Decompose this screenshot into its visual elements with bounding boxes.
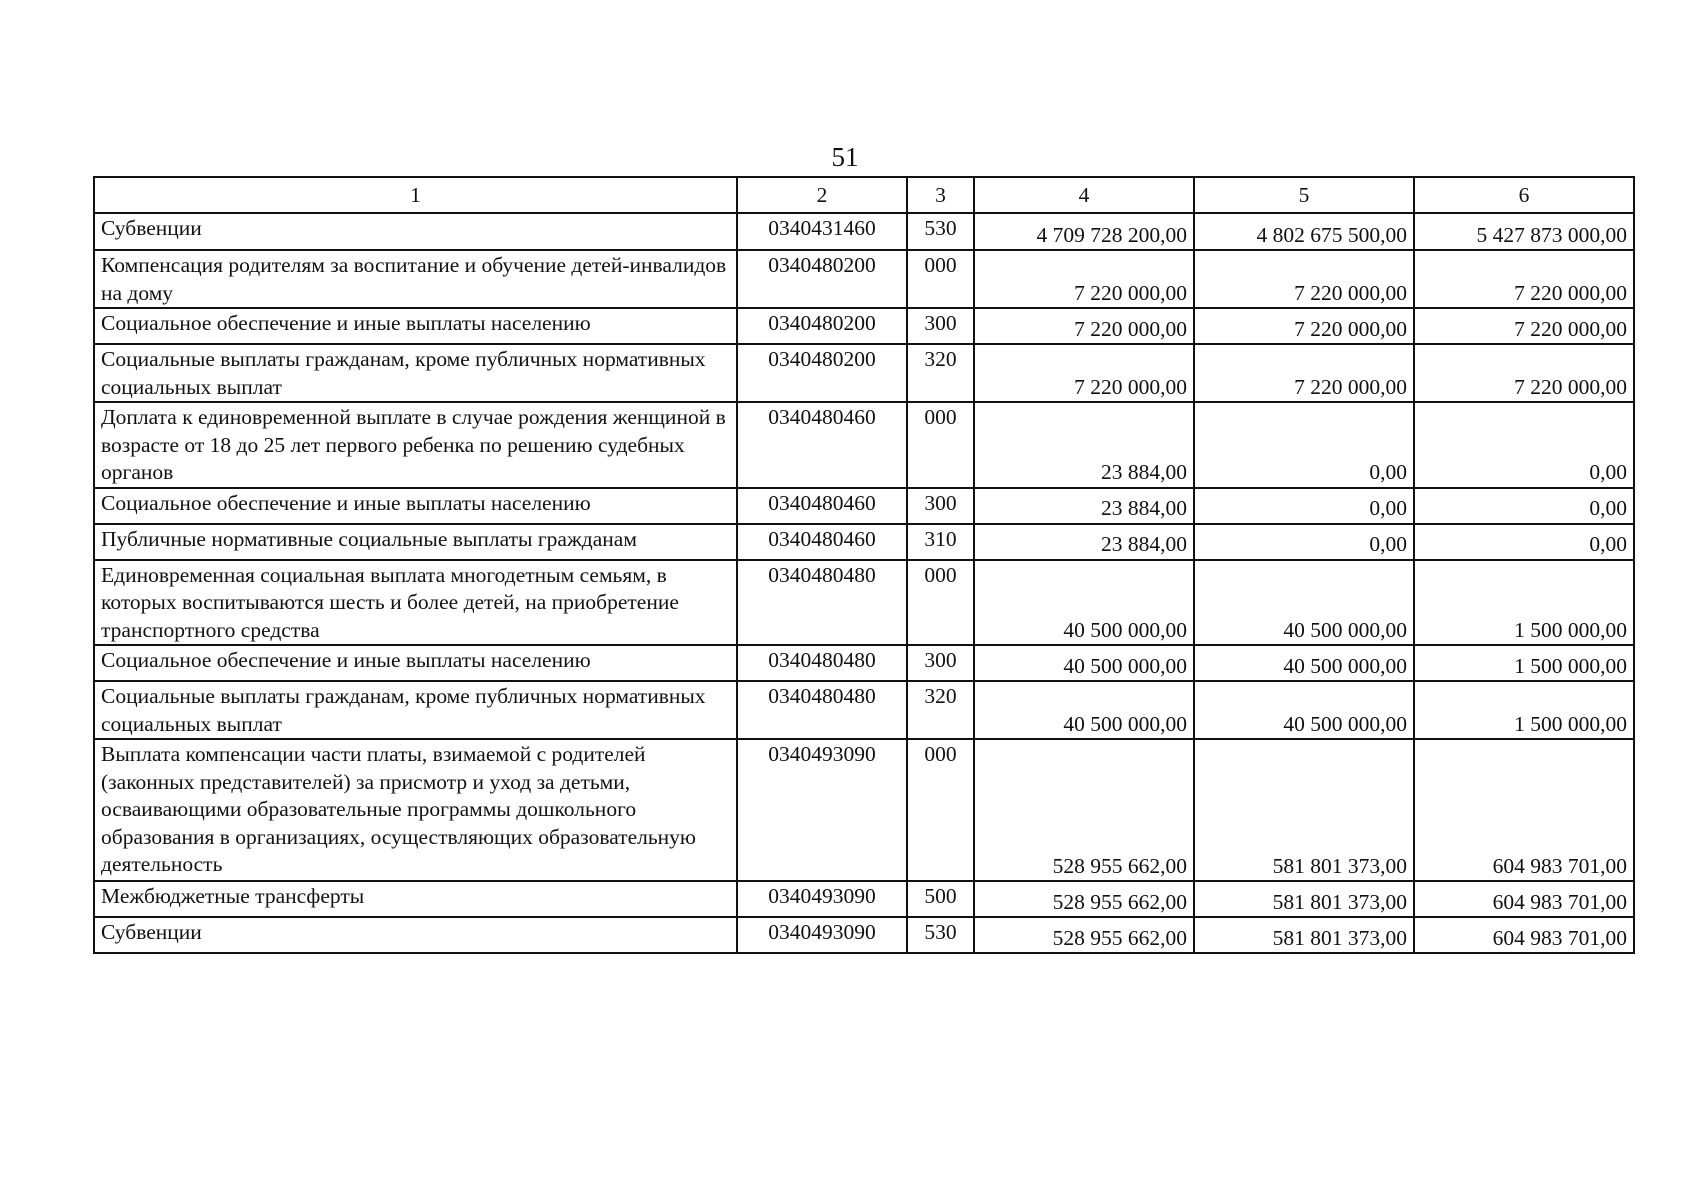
table-row: [94, 881, 1634, 917]
row-code: 0340480480: [737, 560, 907, 646]
table-row: [94, 402, 1634, 488]
row-value-col4: 528 955 662,00: [974, 739, 1194, 881]
row-type: 300: [907, 645, 974, 681]
column-header: 6: [1414, 177, 1634, 213]
row-type: 320: [907, 681, 974, 739]
column-header: 1: [94, 177, 737, 213]
table-row: [94, 917, 1634, 953]
row-type: 530: [907, 917, 974, 953]
row-value-col6: 1 500 000,00: [1414, 681, 1634, 739]
row-value-col5: 7 220 000,00: [1194, 344, 1414, 402]
table-row: [94, 308, 1634, 344]
row-value-col4: 23 884,00: [974, 488, 1194, 524]
row-value-col6: 0,00: [1414, 402, 1634, 488]
row-value-col4: 40 500 000,00: [974, 560, 1194, 646]
row-value-col4: 40 500 000,00: [974, 645, 1194, 681]
table-row: [94, 681, 1634, 739]
row-type: 300: [907, 308, 974, 344]
row-type: 000: [907, 560, 974, 646]
row-value-col5: 581 801 373,00: [1194, 739, 1414, 881]
row-type: 300: [907, 488, 974, 524]
row-value-col6: 604 983 701,00: [1414, 881, 1634, 917]
row-value-col6: 7 220 000,00: [1414, 344, 1634, 402]
row-value-col5: 40 500 000,00: [1194, 645, 1414, 681]
table-row: [94, 344, 1634, 402]
row-value-col4: 23 884,00: [974, 524, 1194, 560]
row-value-col4: 528 955 662,00: [974, 917, 1194, 953]
row-value-col5: 40 500 000,00: [1194, 560, 1414, 646]
row-type: 000: [907, 739, 974, 881]
row-value-col5: 7 220 000,00: [1194, 250, 1414, 308]
row-value-col6: 604 983 701,00: [1414, 917, 1634, 953]
row-value-col4: 40 500 000,00: [974, 681, 1194, 739]
budget-table: [93, 176, 1635, 954]
row-code: 0340480200: [737, 344, 907, 402]
row-code: 0340493090: [737, 739, 907, 881]
row-value-col6: 0,00: [1414, 488, 1634, 524]
row-name: Публичные нормативные социальные выплаты гражданам: [94, 524, 737, 560]
column-header: 3: [907, 177, 974, 213]
row-code: 0340480460: [737, 488, 907, 524]
row-code: 0340480460: [737, 524, 907, 560]
row-code: 0340493090: [737, 881, 907, 917]
row-value-col6: 7 220 000,00: [1414, 308, 1634, 344]
row-value-col5: 40 500 000,00: [1194, 681, 1414, 739]
column-header: 4: [974, 177, 1194, 213]
table-row: [94, 739, 1634, 881]
row-type: 500: [907, 881, 974, 917]
page-number: 51: [831, 142, 859, 172]
row-name: Социальные выплаты гражданам, кроме публичных нормативных социальных выплат: [94, 344, 737, 402]
row-value-col6: 7 220 000,00: [1414, 250, 1634, 308]
row-value-col5: 0,00: [1194, 402, 1414, 488]
column-header: 5: [1194, 177, 1414, 213]
row-value-col5: 581 801 373,00: [1194, 881, 1414, 917]
row-name: Субвенции: [94, 213, 737, 250]
row-code: 0340480480: [737, 681, 907, 739]
table-row: [94, 213, 1634, 250]
row-name: Доплата к единовременной выплате в случае рождения женщиной в возрасте от 18 до 25 лет первого ребенка по решению судебных органов: [94, 402, 737, 488]
row-name: Выплата компенсации части платы, взимаемой с родителей (законных представителей) за присмотр и уход за детьми, осваивающими образовательные программы дошкольного образования в организациях, осуществляющих образовательную деятельность: [94, 739, 737, 881]
row-value-col5: 4 802 675 500,00: [1194, 213, 1414, 250]
row-name: Межбюджетные трансферты: [94, 881, 737, 917]
row-value-col5: 7 220 000,00: [1194, 308, 1414, 344]
row-value-col5: 0,00: [1194, 524, 1414, 560]
table-row: [94, 560, 1634, 646]
table-header-row: [94, 177, 1634, 213]
column-header: 2: [737, 177, 907, 213]
row-type: 000: [907, 402, 974, 488]
table-row: [94, 524, 1634, 560]
row-name: Единовременная социальная выплата многодетным семьям, в которых воспитываются шесть и более детей, на приобретение транспортного средства: [94, 560, 737, 646]
row-code: 0340431460: [737, 213, 907, 250]
row-value-col4: 23 884,00: [974, 402, 1194, 488]
table-row: [94, 488, 1634, 524]
row-code: 0340480200: [737, 308, 907, 344]
row-code: 0340480460: [737, 402, 907, 488]
row-code: 0340480480: [737, 645, 907, 681]
row-value-col6: 1 500 000,00: [1414, 560, 1634, 646]
row-value-col4: 7 220 000,00: [974, 308, 1194, 344]
row-value-col5: 581 801 373,00: [1194, 917, 1414, 953]
row-value-col4: 7 220 000,00: [974, 344, 1194, 402]
row-value-col5: 0,00: [1194, 488, 1414, 524]
row-name: Социальное обеспечение и иные выплаты населению: [94, 645, 737, 681]
row-value-col4: 528 955 662,00: [974, 881, 1194, 917]
row-code: 0340493090: [737, 917, 907, 953]
row-name: Субвенции: [94, 917, 737, 953]
row-name: Социальное обеспечение и иные выплаты населению: [94, 488, 737, 524]
row-value-col6: 5 427 873 000,00: [1414, 213, 1634, 250]
row-value-col6: 0,00: [1414, 524, 1634, 560]
row-value-col4: 7 220 000,00: [974, 250, 1194, 308]
row-name: Компенсация родителям за воспитание и обучение детей-инвалидов на дому: [94, 250, 737, 308]
row-code: 0340480200: [737, 250, 907, 308]
row-name: Социальное обеспечение и иные выплаты населению: [94, 308, 737, 344]
row-value-col4: 4 709 728 200,00: [974, 213, 1194, 250]
row-type: 310: [907, 524, 974, 560]
table-row: [94, 645, 1634, 681]
row-type: 320: [907, 344, 974, 402]
row-type: 530: [907, 213, 974, 250]
row-name: Социальные выплаты гражданам, кроме публичных нормативных социальных выплат: [94, 681, 737, 739]
row-type: 000: [907, 250, 974, 308]
table-row: [94, 250, 1634, 308]
row-value-col6: 1 500 000,00: [1414, 645, 1634, 681]
row-value-col6: 604 983 701,00: [1414, 739, 1634, 881]
